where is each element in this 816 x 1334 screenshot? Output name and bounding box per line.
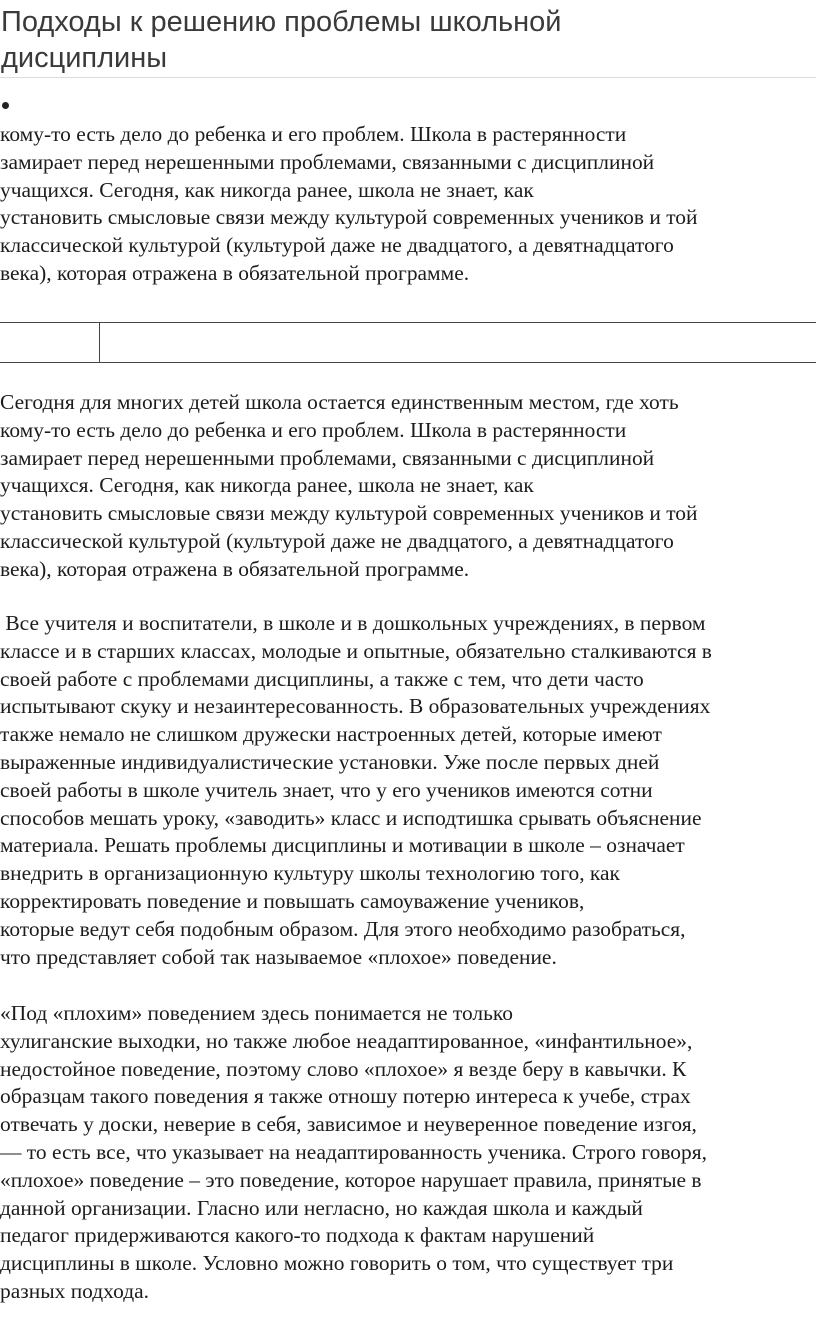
- text-line: установить смысловые связи между культурой современных учеников и той: [0, 501, 698, 526]
- text-line: внедрить в организационную культуру школы технологию того, как: [0, 861, 620, 886]
- paragraph-2: [0, 610, 816, 971]
- text-line: что представляет собой так называемое «плохое» поведение.: [0, 944, 557, 969]
- text-line: учащихся. Сегодня, как никогда ранее, школа не знает, как: [0, 177, 534, 202]
- text-line: своей работе с проблемами дисциплины, а также с тем, что дети часто: [0, 666, 644, 691]
- paragraph-3: [0, 1000, 816, 1306]
- text-line: классической культурой (культурой даже не двадцатого, а девятнадцатого: [0, 233, 674, 258]
- text-line: педагог придерживаются какого-то подхода к фактам нарушений: [0, 1223, 595, 1248]
- text-line: хулиганские выходки, но также любое неадаптированное, «инфантильное»,: [0, 1028, 693, 1053]
- intro-paragraph: [0, 121, 816, 288]
- bullet-marker: [2, 102, 9, 109]
- text-line: Сегодня для многих детей школа остается единственным местом, где хоть: [0, 390, 679, 414]
- text-line: века), которая отражена в обязательной программе.: [0, 556, 470, 581]
- page-title-line: Подходы к решению проблемы школьной: [1, 6, 562, 38]
- text-line: разных подхода.: [0, 1278, 149, 1303]
- text-line: дисциплины в школе. Условно можно говорить о том, что существует три: [0, 1251, 674, 1276]
- text-line: образцам такого поведения я также отношу потерю интереса к учебе, страх: [0, 1084, 691, 1109]
- text-line: «Под «плохим» поведением здесь понимается не только: [0, 1001, 513, 1025]
- text-line: замирает перед нерешенными проблемами, связанными с дисциплиной: [0, 149, 655, 174]
- text-line: отвечать у доски, неверие в себя, зависимое и неуверенное поведение изгоя,: [0, 1112, 697, 1137]
- text-line: замирает перед нерешенными проблемами, связанными с дисциплиной: [0, 445, 655, 470]
- text-line: данной организации. Гласно или негласно, но каждая школа и каждый: [0, 1195, 643, 1220]
- text-line: также немало не слишком дружески настроенных детей, которые имеют: [0, 722, 662, 747]
- text-line: — то есть все, что указывает на неадаптированность ученика. Строго говоря,: [0, 1139, 707, 1164]
- text-line: кому-то есть дело до ребенка и его проблем. Школа в растерянности: [0, 122, 627, 146]
- text-line: века), которая отражена в обязательной программе.: [0, 260, 470, 285]
- text-line: способов мешать уроку, «заводить» класс и исподтишка срывать объяснение: [0, 805, 702, 830]
- page-title: [1, 4, 801, 76]
- text-line: которые ведут себя подобным образом. Для этого необходимо разобраться,: [0, 916, 686, 941]
- title-divider: [0, 77, 816, 78]
- text-line: учащихся. Сегодня, как никогда ранее, школа не знает, как: [0, 473, 534, 498]
- text-line: недостойное поведение, поэтому слово «плохое» я везде беру в кавычки. К: [0, 1056, 687, 1081]
- text-line: установить смысловые связи между культурой современных учеников и той: [0, 205, 698, 230]
- text-line: испытывают скуку и незаинтересованность. В образовательных учреждениях: [0, 694, 711, 719]
- text-line: кому-то есть дело до ребенка и его проблем. Школа в растерянности: [0, 417, 627, 442]
- table-cell-divider: [99, 323, 100, 362]
- page-title-line: дисциплины: [1, 42, 168, 74]
- text-line: своей работы в школе учитель знает, что у его учеников имеются сотни: [0, 777, 653, 802]
- text-line: корректировать поведение и повышать самоуважение учеников,: [0, 888, 585, 913]
- text-line: материала. Решать проблемы дисциплины и мотивации в школе – означает: [0, 833, 685, 858]
- text-line: выраженные индивидуалистические установки. Уже после первых дней: [0, 749, 660, 774]
- text-line: Все учителя и воспитатели, в школе и в дошкольных учреждениях, в первом: [0, 611, 706, 635]
- text-line: классической культурой (культурой даже не двадцатого, а девятнадцатого: [0, 528, 674, 553]
- text-line: «плохое» поведение – это поведение, которое нарушает правила, принятые в: [0, 1167, 702, 1192]
- empty-table: [0, 322, 816, 363]
- paragraph-1: [0, 389, 816, 584]
- text-line: классе и в старших классах, молодые и опытные, обязательно сталкиваются в: [0, 638, 712, 663]
